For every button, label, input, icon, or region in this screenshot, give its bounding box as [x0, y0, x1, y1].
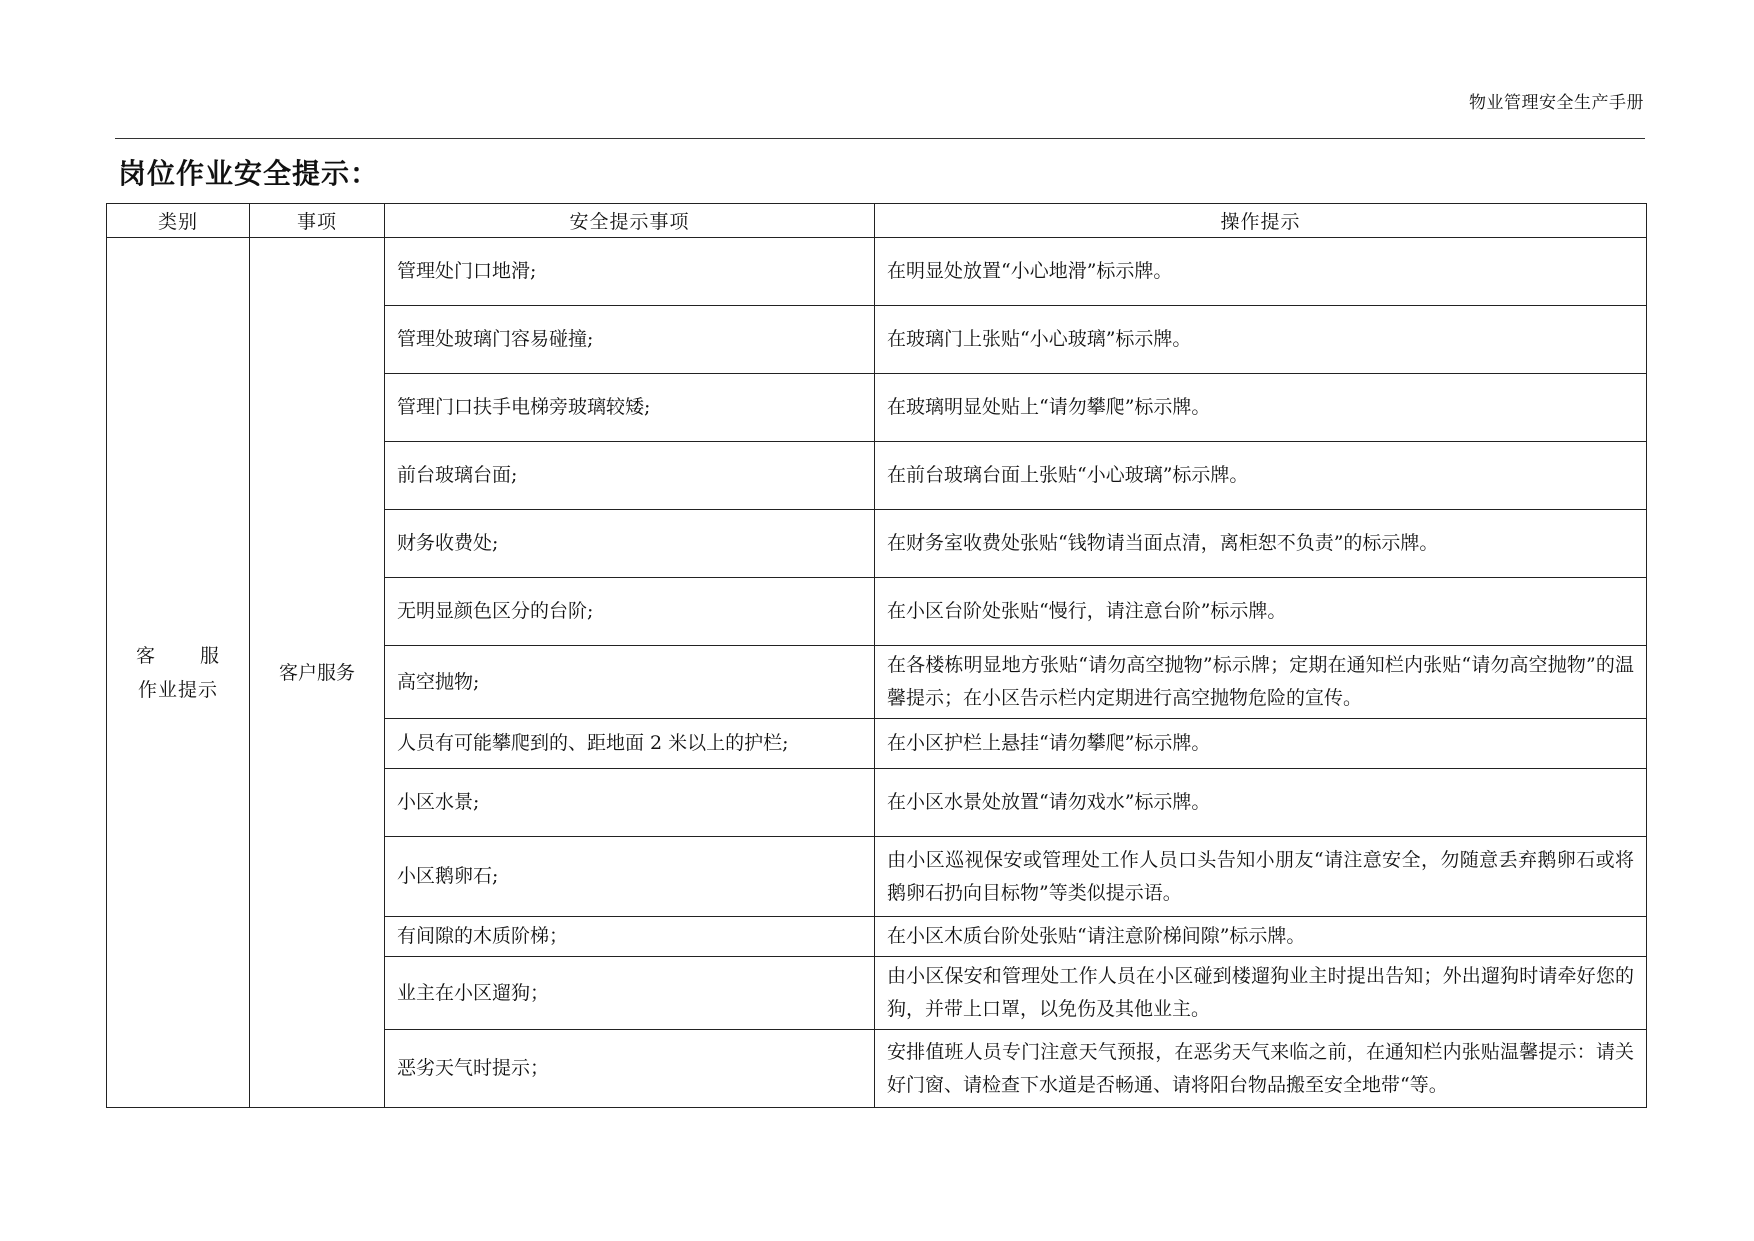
hazard-cell: 高空抛物;	[385, 646, 875, 719]
tip-cell: 由小区巡视保安或管理处工作人员口头告知小朋友“请注意安全，勿随意丢弃鹅卵石或将鹅卵石扔向目标物”等类似提示语。	[875, 837, 1647, 917]
category-subtitle: 作业提示	[137, 678, 218, 701]
tip-cell: 安排值班人员专门注意天气预报，在恶劣天气来临之前，在通知栏内张贴温馨提示：请关好门窗、请检查下水道是否畅通、请将阳台物品搬至安全地带“等。	[875, 1030, 1647, 1108]
tip-cell: 在财务室收费处张贴“钱物请当面点清，离柜恕不负责”的标示牌。	[875, 510, 1647, 578]
hazard-cell: 管理门口扶手电梯旁玻璃较矮;	[385, 374, 875, 442]
table-header-row	[107, 204, 1647, 238]
hazard-cell: 业主在小区遛狗；	[385, 957, 875, 1030]
column-header-category: 类别	[107, 204, 250, 238]
tip-cell: 在前台玻璃台面上张贴“小心玻璃”标示牌。	[875, 442, 1647, 510]
safety-tips-table	[106, 203, 1647, 1108]
column-header-tip: 操作提示	[875, 204, 1647, 238]
item-cell: 客户服务	[250, 238, 385, 1108]
tip-cell: 在小区台阶处张贴“慢行，请注意台阶”标示牌。	[875, 578, 1647, 646]
tip-cell: 在各楼栋明显地方张贴“请勿高空抛物”标示牌；定期在通知栏内张贴“请勿高空抛物”的温馨提示；在小区告示栏内定期进行高空抛物危险的宣传。	[875, 646, 1647, 719]
hazard-cell: 小区水景;	[385, 769, 875, 837]
category-char-2: 服	[200, 644, 221, 667]
tip-cell: 在小区护栏上悬挂“请勿攀爬”标示牌。	[875, 719, 1647, 769]
running-header: 物业管理安全生产手册	[1469, 93, 1644, 113]
hazard-cell: 管理处门口地滑;	[385, 238, 875, 306]
page-title: 岗位作业安全提示：	[118, 157, 380, 190]
hazard-cell: 有间隙的木质阶梯；	[385, 917, 875, 957]
hazard-cell: 小区鹅卵石;	[385, 837, 875, 917]
hazard-cell: 管理处玻璃门容易碰撞;	[385, 306, 875, 374]
tip-cell: 在玻璃明显处贴上“请勿攀爬”标示牌。	[875, 374, 1647, 442]
tip-cell: 由小区保安和管理处工作人员在小区碰到楼遛狗业主时提出告知；外出遛狗时请牵好您的狗，并带上口罩，以免伤及其他业主。	[875, 957, 1647, 1030]
column-header-item: 事项	[250, 204, 385, 238]
column-header-hazard: 安全提示事项	[385, 204, 875, 238]
hazard-cell: 财务收费处;	[385, 510, 875, 578]
table-row	[107, 238, 1647, 306]
header-rule	[115, 138, 1645, 139]
hazard-cell: 恶劣天气时提示；	[385, 1030, 875, 1108]
category-char-1: 客	[135, 644, 156, 667]
tip-cell: 在小区木质台阶处张贴“请注意阶梯间隙”标示牌。	[875, 917, 1647, 957]
hazard-cell: 无明显颜色区分的台阶;	[385, 578, 875, 646]
tip-cell: 在玻璃门上张贴“小心玻璃”标示牌。	[875, 306, 1647, 374]
category-cell	[107, 238, 250, 1108]
tip-cell: 在小区水景处放置“请勿戏水”标示牌。	[875, 769, 1647, 837]
hazard-cell: 前台玻璃台面;	[385, 442, 875, 510]
tip-cell: 在明显处放置“小心地滑”标示牌。	[875, 238, 1647, 306]
hazard-cell: 人员有可能攀爬到的、距地面 2 米以上的护栏;	[385, 719, 875, 769]
